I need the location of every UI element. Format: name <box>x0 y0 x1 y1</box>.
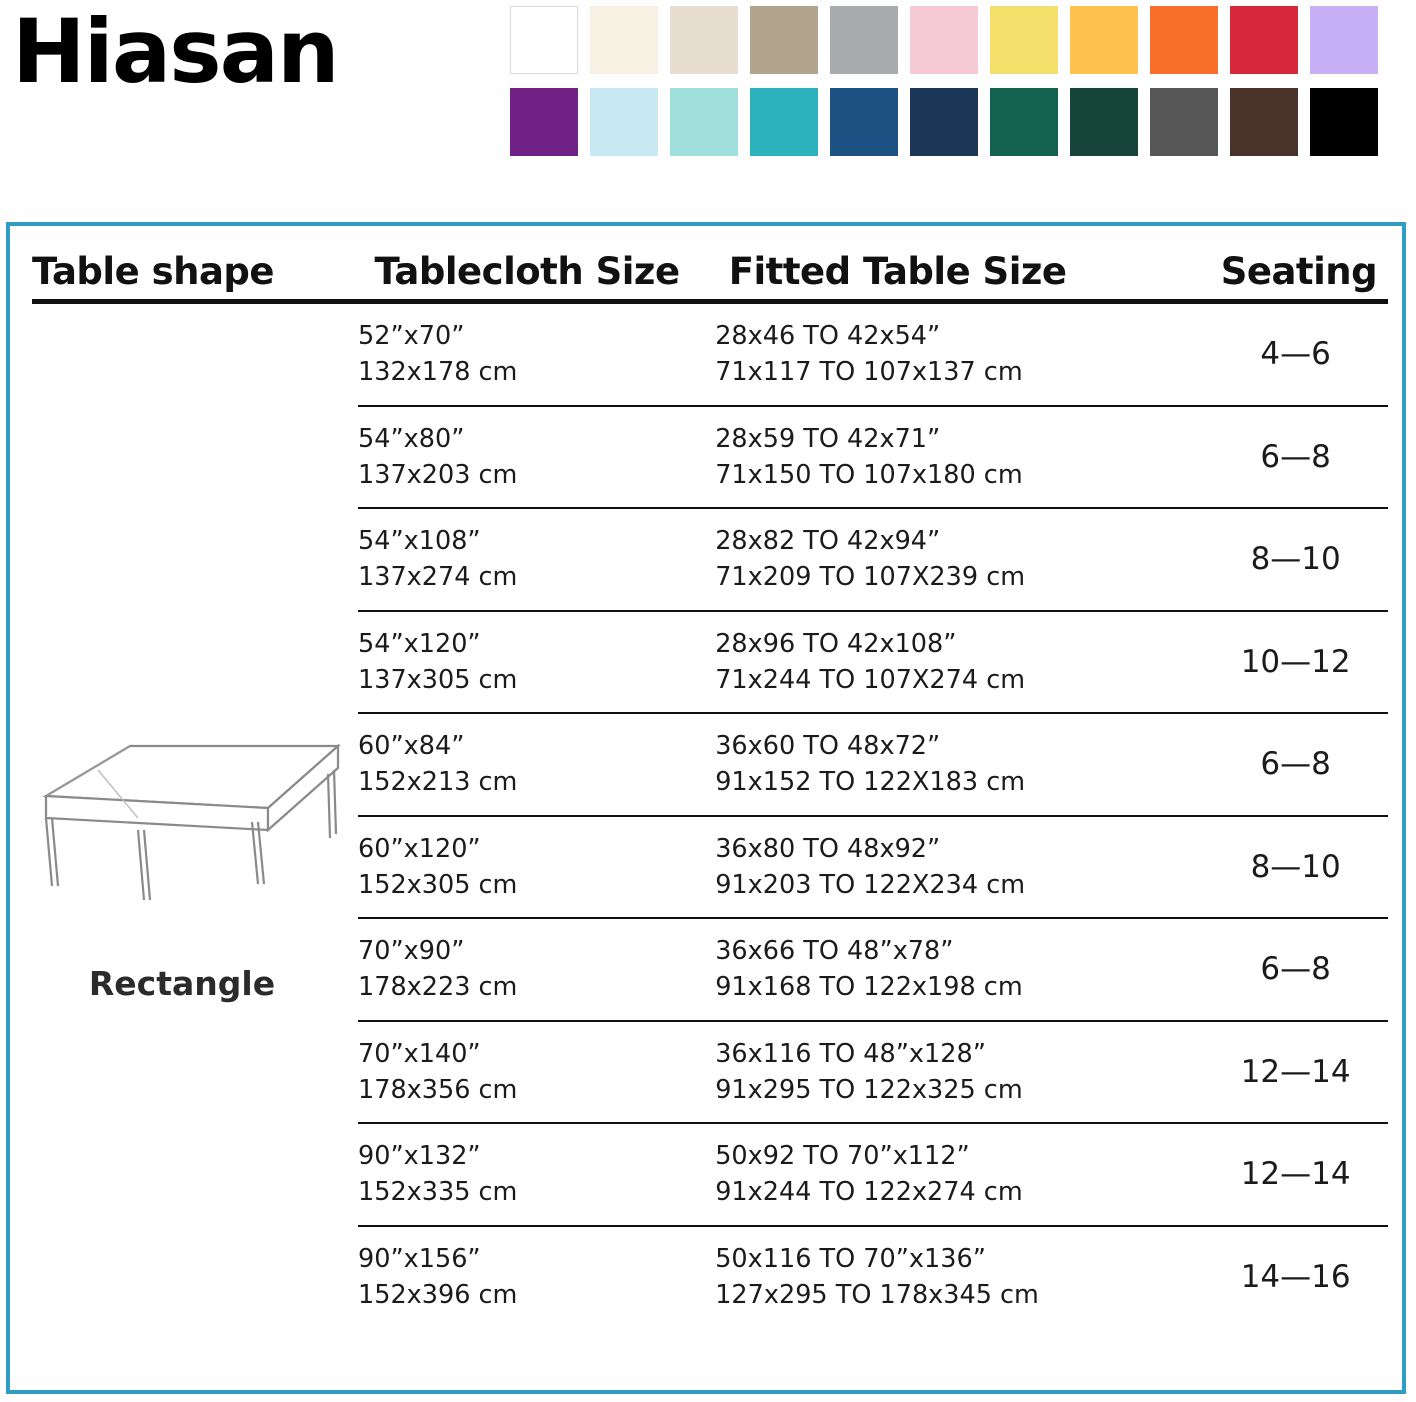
cell-fitted-table-size <box>715 933 1211 1005</box>
cloth-size-cm: 137x274 cm <box>358 562 518 593</box>
fitted-size-inches: 50x116 TO 70”x136” <box>715 1243 986 1274</box>
table-header-row <box>32 250 1388 304</box>
color-swatch[interactable] <box>510 6 578 74</box>
color-swatch[interactable] <box>1150 6 1218 74</box>
cloth-size-cm: 152x396 cm <box>358 1279 518 1310</box>
cell-tablecloth-size <box>358 728 715 800</box>
cell-fitted-table-size <box>715 728 1211 800</box>
cloth-size-inches: 52”x70” <box>358 321 465 352</box>
cloth-size-inches: 54”x80” <box>358 423 465 454</box>
fitted-size-cm: 91x152 TO 122X183 cm <box>715 767 1026 798</box>
cloth-size-cm: 137x305 cm <box>358 664 518 695</box>
cell-fitted-table-size <box>715 421 1211 493</box>
cloth-size-inches: 70”x90” <box>358 936 465 967</box>
swatch-row-1 <box>510 6 1378 74</box>
fitted-size-inches: 28x96 TO 42x108” <box>715 628 957 659</box>
color-swatch[interactable] <box>830 6 898 74</box>
size-rows <box>358 304 1388 1327</box>
fitted-size-inches: 28x82 TO 42x94” <box>715 526 941 557</box>
table-row <box>358 1022 1388 1125</box>
color-swatch[interactable] <box>1230 88 1298 156</box>
fitted-size-inches: 28x46 TO 42x54” <box>715 321 941 352</box>
cloth-size-cm: 152x305 cm <box>358 869 518 900</box>
cloth-size-cm: 178x356 cm <box>358 1074 518 1105</box>
column-header-fitted-table-size: Fitted Table Size <box>728 250 1067 293</box>
cloth-size-inches: 54”x120” <box>358 628 481 659</box>
fitted-size-cm: 91x203 TO 122X234 cm <box>715 869 1026 900</box>
fitted-size-cm: 71x150 TO 107x180 cm <box>715 459 1023 490</box>
color-swatch[interactable] <box>670 6 738 74</box>
cell-seating: 8—10 <box>1250 848 1341 885</box>
cell-tablecloth-size <box>358 318 715 390</box>
color-swatch[interactable] <box>1070 6 1138 74</box>
table-row <box>358 304 1388 407</box>
table-row <box>358 1124 1388 1227</box>
size-chart-card <box>6 222 1406 1394</box>
cell-seating: 6—8 <box>1260 438 1331 475</box>
fitted-size-cm: 91x244 TO 122x274 cm <box>715 1177 1023 1208</box>
cloth-size-inches: 90”x132” <box>358 1141 481 1172</box>
cell-seating: 10—12 <box>1240 643 1351 680</box>
table-body <box>32 304 1388 1327</box>
table-shape-label: Rectangle <box>88 964 276 1003</box>
color-swatch[interactable] <box>910 6 978 74</box>
color-swatch[interactable] <box>910 88 978 156</box>
table-row <box>358 612 1388 715</box>
color-swatch-grid <box>510 6 1378 156</box>
table-row <box>358 1227 1388 1328</box>
cloth-size-inches: 70”x140” <box>358 1038 481 1069</box>
cell-fitted-table-size <box>715 1036 1211 1108</box>
cell-tablecloth-size <box>358 626 715 698</box>
column-header-seating: Seating <box>1220 250 1378 293</box>
table-shape-cell <box>32 304 358 1327</box>
rectangle-table-illustration <box>38 734 358 914</box>
fitted-size-cm: 91x295 TO 122x325 cm <box>715 1074 1023 1105</box>
color-swatch[interactable] <box>750 88 818 156</box>
cell-seating: 8—10 <box>1250 541 1341 578</box>
fitted-size-inches: 36x116 TO 48”x128” <box>715 1038 986 1069</box>
cell-seating: 12—14 <box>1240 1053 1351 1090</box>
cell-tablecloth-size <box>358 523 715 595</box>
swatch-row-2 <box>510 88 1378 156</box>
cloth-size-cm: 152x213 cm <box>358 767 518 798</box>
table-row <box>358 407 1388 510</box>
column-header-tablecloth-size: Tablecloth Size <box>374 250 680 293</box>
color-swatch[interactable] <box>590 6 658 74</box>
header <box>0 0 1416 180</box>
fitted-size-inches: 50x92 TO 70”x112” <box>715 1141 970 1172</box>
table-row <box>358 919 1388 1022</box>
color-swatch[interactable] <box>510 88 578 156</box>
fitted-size-cm: 71x244 TO 107X274 cm <box>715 664 1026 695</box>
cell-fitted-table-size <box>715 523 1211 595</box>
cell-seating: 12—14 <box>1240 1156 1351 1193</box>
cloth-size-cm: 137x203 cm <box>358 459 518 490</box>
color-swatch[interactable] <box>1150 88 1218 156</box>
cell-tablecloth-size <box>358 1036 715 1108</box>
color-swatch[interactable] <box>990 6 1058 74</box>
cell-fitted-table-size <box>715 831 1211 903</box>
color-swatch[interactable] <box>990 88 1058 156</box>
fitted-size-inches: 36x66 TO 48”x78” <box>715 936 954 967</box>
cell-seating: 6—8 <box>1260 951 1331 988</box>
color-swatch[interactable] <box>1310 88 1378 156</box>
fitted-size-inches: 36x60 TO 48x72” <box>715 731 941 762</box>
cloth-size-inches: 60”x120” <box>358 833 481 864</box>
cell-fitted-table-size <box>715 626 1211 698</box>
fitted-size-cm: 91x168 TO 122x198 cm <box>715 972 1023 1003</box>
cloth-size-cm: 132x178 cm <box>358 357 518 388</box>
color-swatch[interactable] <box>1070 88 1138 156</box>
fitted-size-inches: 36x80 TO 48x92” <box>715 833 941 864</box>
fitted-size-inches: 28x59 TO 42x71” <box>715 423 941 454</box>
cloth-size-cm: 152x335 cm <box>358 1177 518 1208</box>
cell-tablecloth-size <box>358 1138 715 1210</box>
brand-logo: Hiasan <box>12 0 338 103</box>
cloth-size-inches: 90”x156” <box>358 1243 481 1274</box>
color-swatch[interactable] <box>1310 6 1378 74</box>
color-swatch[interactable] <box>1230 6 1298 74</box>
column-header-table-shape: Table shape <box>32 250 274 293</box>
color-swatch[interactable] <box>670 88 738 156</box>
table-row <box>358 714 1388 817</box>
cell-fitted-table-size <box>715 1138 1211 1210</box>
cell-tablecloth-size <box>358 1241 715 1313</box>
cloth-size-cm: 178x223 cm <box>358 972 518 1003</box>
cell-tablecloth-size <box>358 831 715 903</box>
cell-seating: 6—8 <box>1260 746 1331 783</box>
cell-tablecloth-size <box>358 421 715 493</box>
color-swatch[interactable] <box>750 6 818 74</box>
cloth-size-inches: 60”x84” <box>358 731 465 762</box>
fitted-size-cm: 71x117 TO 107x137 cm <box>715 357 1023 388</box>
cloth-size-inches: 54”x108” <box>358 526 481 557</box>
cell-fitted-table-size <box>715 318 1211 390</box>
cell-seating: 4—6 <box>1260 336 1331 373</box>
color-swatch[interactable] <box>830 88 898 156</box>
cell-fitted-table-size <box>715 1241 1211 1313</box>
cell-tablecloth-size <box>358 933 715 1005</box>
fitted-size-cm: 71x209 TO 107X239 cm <box>715 562 1026 593</box>
color-swatch[interactable] <box>590 88 658 156</box>
table-row <box>358 817 1388 920</box>
table-row <box>358 509 1388 612</box>
cell-seating: 14—16 <box>1240 1258 1351 1295</box>
fitted-size-cm: 127x295 TO 178x345 cm <box>715 1279 1039 1310</box>
